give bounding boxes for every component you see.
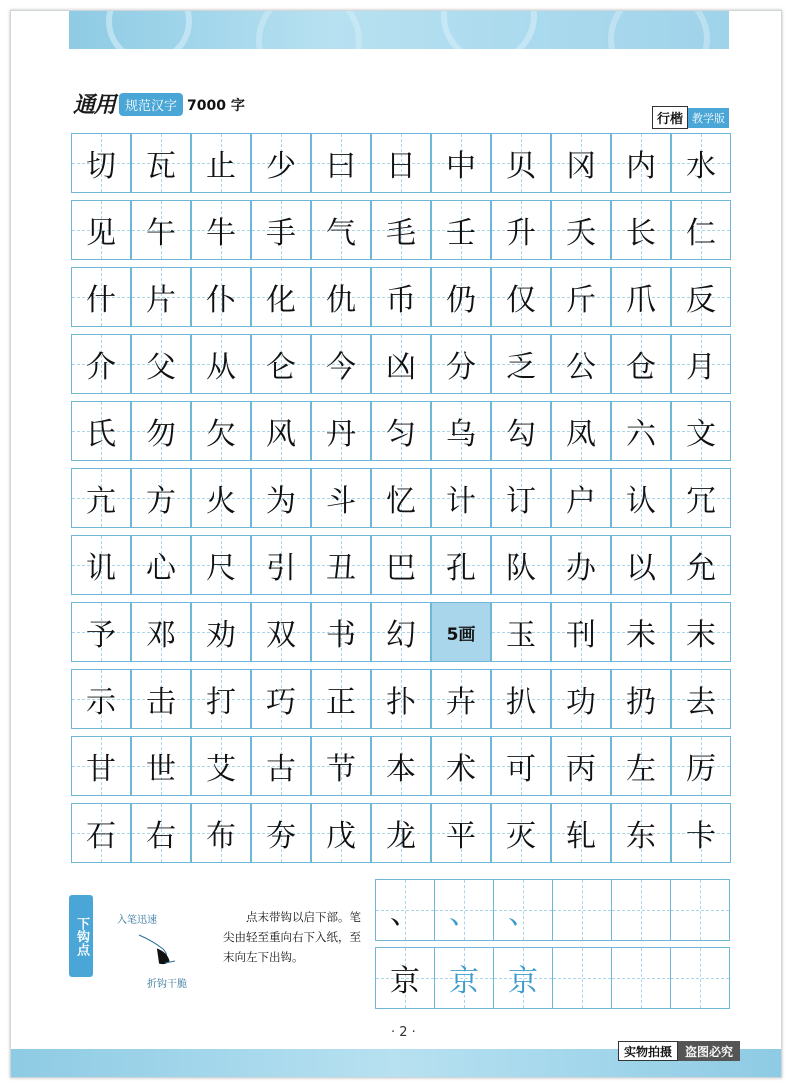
- character-cell: [71, 535, 131, 595]
- character-glyph: 户: [566, 484, 596, 519]
- character-glyph: 轧: [566, 819, 596, 854]
- character-glyph: 示: [86, 685, 116, 720]
- character-cell: [551, 468, 611, 528]
- character-cell: [491, 267, 551, 327]
- character-glyph: 瓦: [146, 149, 176, 184]
- character-glyph: 巴: [386, 551, 416, 586]
- character-glyph: 手: [266, 216, 296, 251]
- practice-glyph: 、: [449, 896, 479, 931]
- tip-label-entry: 入笔迅速: [117, 915, 157, 926]
- character-glyph: 夯: [266, 819, 296, 854]
- practice-glyph: 、: [390, 896, 420, 931]
- character-cell: [71, 200, 131, 260]
- practice-stroke-cell: [552, 879, 612, 941]
- stamp-copyright-label: 盗图必究: [678, 1041, 740, 1061]
- character-cell: [431, 267, 491, 327]
- character-glyph: 世: [146, 752, 176, 787]
- practice-char-cell: [611, 947, 671, 1009]
- character-glyph: 化: [266, 283, 296, 318]
- character-cell: [131, 334, 191, 394]
- character-cell: [671, 535, 731, 595]
- practice-char-cell: [493, 947, 553, 1009]
- character-glyph: 日: [386, 149, 416, 184]
- character-cell: [371, 535, 431, 595]
- character-cell: [611, 535, 671, 595]
- character-cell: [671, 669, 731, 729]
- character-glyph: 斤: [566, 283, 596, 318]
- character-cell: [191, 535, 251, 595]
- character-glyph: 亢: [86, 484, 116, 519]
- character-cell: [251, 535, 311, 595]
- character-glyph: 月: [686, 350, 716, 385]
- character-cell: [251, 401, 311, 461]
- practice-stroke-cell: [493, 879, 553, 941]
- character-cell: [671, 267, 731, 327]
- practice-stroke-cell: [611, 879, 671, 941]
- character-glyph: 仆: [206, 283, 236, 318]
- character-glyph: 巧: [266, 685, 296, 720]
- character-cell: [191, 736, 251, 796]
- character-cell: [191, 133, 251, 193]
- character-glyph: 仍: [446, 283, 476, 318]
- character-glyph: 术: [446, 752, 476, 787]
- character-cell: [371, 468, 431, 528]
- character-glyph: 予: [86, 618, 116, 653]
- practice-glyph: 、: [508, 896, 538, 931]
- character-glyph: 节: [326, 752, 356, 787]
- character-cell: [251, 602, 311, 662]
- character-glyph: 扑: [386, 685, 416, 720]
- character-glyph: 水: [686, 149, 716, 184]
- character-glyph: 劝: [206, 618, 236, 653]
- wave-pattern-icon: [69, 11, 729, 49]
- character-cell: [611, 133, 671, 193]
- character-glyph: 火: [206, 484, 236, 519]
- character-cell: [131, 468, 191, 528]
- character-glyph: 匀: [386, 417, 416, 452]
- character-glyph: 卡: [686, 819, 716, 854]
- character-glyph: 认: [626, 484, 656, 519]
- character-cell: [311, 334, 371, 394]
- practice-char-cell: [552, 947, 612, 1009]
- character-glyph: 丑: [326, 551, 356, 586]
- character-glyph: 午: [146, 216, 176, 251]
- character-glyph: 灭: [506, 819, 536, 854]
- practice-grid: [375, 879, 729, 1009]
- character-cell: [71, 334, 131, 394]
- character-glyph: 甘: [86, 752, 116, 787]
- character-glyph: 扒: [506, 685, 536, 720]
- character-cell: [371, 133, 431, 193]
- character-glyph: 欠: [206, 417, 236, 452]
- character-cell: [131, 602, 191, 662]
- character-glyph: 双: [266, 618, 296, 653]
- character-glyph: 币: [386, 283, 416, 318]
- character-cell: [491, 602, 551, 662]
- character-glyph: 公: [566, 350, 596, 385]
- brand-count: 7000 字: [187, 98, 245, 114]
- character-cell: [311, 803, 371, 863]
- character-cell: [551, 200, 611, 260]
- character-cell: [371, 669, 431, 729]
- character-glyph: 卉: [446, 685, 476, 720]
- character-glyph: 分: [446, 350, 476, 385]
- character-cell: [551, 133, 611, 193]
- character-cell: [431, 401, 491, 461]
- practice-stroke-cell: [670, 879, 730, 941]
- character-glyph: 引: [266, 551, 296, 586]
- character-glyph: 击: [146, 685, 176, 720]
- character-cell: [671, 401, 731, 461]
- character-glyph: 末: [686, 618, 716, 653]
- character-cell: [611, 401, 671, 461]
- character-glyph: 艾: [206, 752, 236, 787]
- character-cell: [491, 736, 551, 796]
- character-glyph: 玉: [506, 618, 536, 653]
- character-glyph: 见: [86, 216, 116, 251]
- character-cell: [71, 803, 131, 863]
- character-cell: [311, 602, 371, 662]
- character-cell: [311, 133, 371, 193]
- character-cell: [551, 267, 611, 327]
- character-glyph: 队: [506, 551, 536, 586]
- character-cell: [71, 669, 131, 729]
- book-brand: [73, 89, 245, 119]
- character-glyph: 贝: [506, 149, 536, 184]
- character-glyph: 少: [266, 149, 296, 184]
- character-glyph: 允: [686, 551, 716, 586]
- character-glyph: 仑: [266, 350, 296, 385]
- practice-stroke-cell: [375, 879, 435, 941]
- character-glyph: 爪: [626, 283, 656, 318]
- character-glyph: 牛: [206, 216, 236, 251]
- character-glyph: 心: [146, 551, 176, 586]
- character-cell: [671, 133, 731, 193]
- character-glyph: 片: [146, 283, 176, 318]
- character-glyph: 仅: [506, 283, 536, 318]
- character-glyph: 未: [626, 618, 656, 653]
- character-glyph: 为: [266, 484, 296, 519]
- character-glyph: 邓: [146, 618, 176, 653]
- character-glyph: 今: [326, 350, 356, 385]
- character-cell: [491, 133, 551, 193]
- character-cell: [491, 401, 551, 461]
- character-glyph: 打: [206, 685, 236, 720]
- character-cell: [371, 267, 431, 327]
- character-cell: [131, 133, 191, 193]
- character-cell: [431, 334, 491, 394]
- character-glyph: 仁: [686, 216, 716, 251]
- character-cell: [611, 267, 671, 327]
- tip-description: 点末带钩以启下部。笔尖由轻至重向右下入纸，至末向左下出钩。: [223, 910, 361, 964]
- style-sub-label: 教学版: [688, 108, 729, 128]
- practice-char-cell: [434, 947, 494, 1009]
- character-cell: [191, 468, 251, 528]
- practice-stroke-cell: [434, 879, 494, 941]
- character-glyph: 文: [686, 417, 716, 452]
- character-glyph: 六: [626, 417, 656, 452]
- character-cell: [371, 602, 431, 662]
- character-cell: [251, 803, 311, 863]
- stroke-count-label: [431, 602, 491, 662]
- character-glyph: 5画: [446, 624, 476, 645]
- character-cell: [371, 736, 431, 796]
- character-cell: [611, 803, 671, 863]
- character-cell: [251, 468, 311, 528]
- character-cell: [371, 803, 431, 863]
- character-cell: [671, 602, 731, 662]
- character-glyph: 勿: [146, 417, 176, 452]
- character-cell: [71, 267, 131, 327]
- character-glyph: 气: [326, 216, 356, 251]
- character-cell: [71, 736, 131, 796]
- practice-char-cell: [670, 947, 730, 1009]
- character-glyph: 订: [506, 484, 536, 519]
- character-cell: [71, 133, 131, 193]
- character-cell: [671, 200, 731, 260]
- character-cell: [251, 133, 311, 193]
- character-glyph: 曰: [326, 149, 356, 184]
- character-glyph: 扔: [626, 685, 656, 720]
- character-glyph: 反: [686, 283, 716, 318]
- character-glyph: 东: [626, 819, 656, 854]
- character-glyph: 去: [686, 685, 716, 720]
- character-cell: [431, 200, 491, 260]
- character-cell: [71, 468, 131, 528]
- stamp-photo-label: 实物拍摄: [618, 1041, 678, 1061]
- character-cell: [371, 334, 431, 394]
- practice-glyph: 京: [449, 964, 479, 999]
- character-cell: [191, 267, 251, 327]
- character-glyph: 布: [206, 819, 236, 854]
- character-cell: [551, 669, 611, 729]
- character-cell: [131, 736, 191, 796]
- character-glyph: 勾: [506, 417, 536, 452]
- character-glyph: 斗: [326, 484, 356, 519]
- character-cell: [671, 736, 731, 796]
- character-cell: [491, 334, 551, 394]
- character-cell: [251, 334, 311, 394]
- character-cell: [671, 803, 731, 863]
- style-tag: [652, 106, 729, 129]
- character-cell: [431, 669, 491, 729]
- character-cell: [191, 334, 251, 394]
- character-cell: [131, 669, 191, 729]
- character-cell: [551, 736, 611, 796]
- character-glyph: 凤: [566, 417, 596, 452]
- character-glyph: 中: [446, 149, 476, 184]
- character-glyph: 长: [626, 216, 656, 251]
- character-cell: [311, 535, 371, 595]
- character-cell: [371, 200, 431, 260]
- character-glyph: 冈: [566, 149, 596, 184]
- character-glyph: 仇: [326, 283, 356, 318]
- stroke-tip-panel: [69, 889, 369, 1009]
- character-cell: [611, 468, 671, 528]
- character-glyph: 氏: [86, 417, 116, 452]
- character-cell: [311, 200, 371, 260]
- character-cell: [671, 468, 731, 528]
- character-cell: [551, 334, 611, 394]
- character-cell: [431, 535, 491, 595]
- character-cell: [431, 468, 491, 528]
- character-glyph: 止: [206, 149, 236, 184]
- character-cell: [311, 736, 371, 796]
- tip-title: 下钩点: [69, 895, 93, 977]
- character-glyph: 平: [446, 819, 476, 854]
- brand-logo: 通用: [73, 92, 116, 118]
- character-glyph: 升: [506, 216, 536, 251]
- character-glyph: 书: [326, 618, 356, 653]
- character-glyph: 功: [566, 685, 596, 720]
- character-cell: [671, 334, 731, 394]
- character-glyph: 厉: [686, 752, 716, 787]
- character-glyph: 石: [86, 819, 116, 854]
- character-cell: [551, 803, 611, 863]
- character-glyph: 父: [146, 350, 176, 385]
- character-cell: [191, 803, 251, 863]
- character-glyph: 正: [326, 685, 356, 720]
- character-cell: [191, 669, 251, 729]
- character-cell: [311, 468, 371, 528]
- character-cell: [611, 200, 671, 260]
- character-cell: [191, 200, 251, 260]
- character-glyph: 丹: [326, 417, 356, 452]
- character-glyph: 从: [206, 350, 236, 385]
- character-cell: [551, 602, 611, 662]
- character-glyph: 风: [266, 417, 296, 452]
- character-glyph: 丙: [566, 752, 596, 787]
- character-glyph: 毛: [386, 216, 416, 251]
- character-glyph: 切: [86, 149, 116, 184]
- character-cell: [311, 401, 371, 461]
- character-glyph: 可: [506, 752, 536, 787]
- character-cell: [431, 133, 491, 193]
- character-glyph: 介: [86, 350, 116, 385]
- character-cell: [611, 334, 671, 394]
- character-cell: [71, 602, 131, 662]
- character-cell: [551, 535, 611, 595]
- character-glyph: 幻: [386, 618, 416, 653]
- character-grid: [71, 133, 729, 863]
- character-glyph: 龙: [386, 819, 416, 854]
- character-glyph: 乏: [506, 350, 536, 385]
- style-main-label: 行楷: [652, 106, 688, 129]
- character-glyph: 尺: [206, 551, 236, 586]
- practice-glyph: 京: [508, 964, 538, 999]
- tip-label-turn: 折钩干脆: [147, 979, 187, 990]
- character-cell: [491, 535, 551, 595]
- watermark-stamp: [618, 1041, 740, 1061]
- character-glyph: 什: [86, 283, 116, 318]
- character-cell: [131, 267, 191, 327]
- character-cell: [131, 535, 191, 595]
- character-glyph: 孔: [446, 551, 476, 586]
- character-cell: [71, 401, 131, 461]
- character-cell: [611, 602, 671, 662]
- character-glyph: 刊: [566, 618, 596, 653]
- character-glyph: 忆: [386, 484, 416, 519]
- character-cell: [611, 669, 671, 729]
- page-number: · 2 ·: [391, 1025, 416, 1040]
- character-cell: [191, 401, 251, 461]
- character-cell: [251, 267, 311, 327]
- character-glyph: 戊: [326, 819, 356, 854]
- character-cell: [251, 200, 311, 260]
- character-glyph: 讥: [86, 551, 116, 586]
- character-glyph: 冗: [686, 484, 716, 519]
- character-glyph: 方: [146, 484, 176, 519]
- character-glyph: 夭: [566, 216, 596, 251]
- character-cell: [491, 468, 551, 528]
- character-glyph: 以: [626, 551, 656, 586]
- practice-char-cell: [375, 947, 435, 1009]
- character-glyph: 内: [626, 149, 656, 184]
- workbook-page: [10, 10, 782, 1078]
- hook-dot-stroke-icon: [135, 931, 185, 973]
- character-glyph: 计: [446, 484, 476, 519]
- character-glyph: 古: [266, 752, 296, 787]
- character-glyph: 右: [146, 819, 176, 854]
- character-cell: [551, 401, 611, 461]
- brand-pill: 规范汉字: [119, 93, 183, 116]
- character-cell: [251, 736, 311, 796]
- character-cell: [251, 669, 311, 729]
- character-cell: [491, 803, 551, 863]
- character-glyph: 左: [626, 752, 656, 787]
- character-cell: [131, 200, 191, 260]
- character-cell: [131, 401, 191, 461]
- character-glyph: 办: [566, 551, 596, 586]
- character-cell: [191, 602, 251, 662]
- character-cell: [311, 267, 371, 327]
- character-cell: [311, 669, 371, 729]
- practice-glyph: 京: [390, 964, 420, 999]
- character-glyph: 仓: [626, 350, 656, 385]
- character-cell: [431, 736, 491, 796]
- character-cell: [611, 736, 671, 796]
- character-glyph: 本: [386, 752, 416, 787]
- character-cell: [491, 200, 551, 260]
- character-cell: [131, 803, 191, 863]
- character-cell: [431, 803, 491, 863]
- character-cell: [491, 669, 551, 729]
- character-cell: [371, 401, 431, 461]
- character-glyph: 壬: [446, 216, 476, 251]
- top-decorative-band: [69, 11, 729, 49]
- character-glyph: 凶: [386, 350, 416, 385]
- character-glyph: 乌: [446, 417, 476, 452]
